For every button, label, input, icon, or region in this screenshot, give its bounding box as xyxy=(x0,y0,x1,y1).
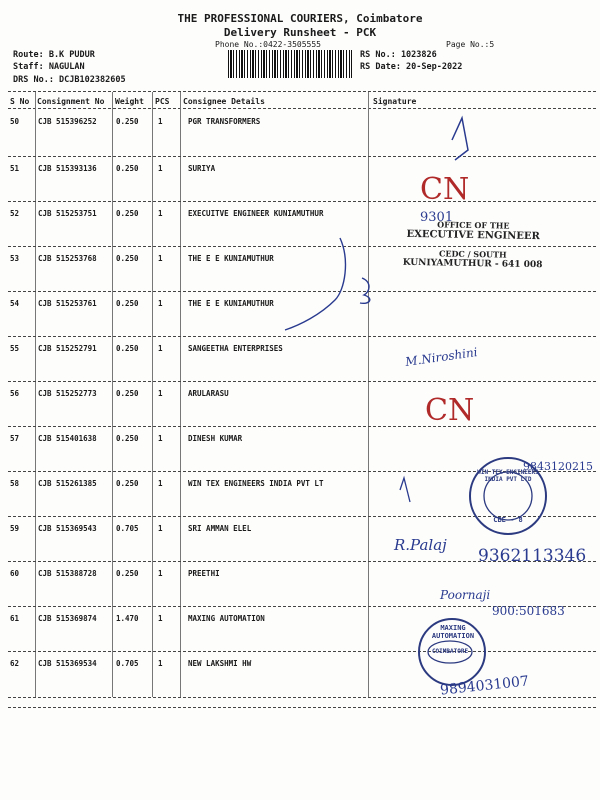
row-consignment: CJB 515369543 xyxy=(38,524,97,533)
row-consignee: SANGEETHA ENTERPRISES xyxy=(188,344,283,353)
row-consignee: SRI AMMAN ELEL xyxy=(188,524,252,533)
col-consignment: Consignment No xyxy=(37,97,105,106)
row-sno: 54 xyxy=(10,299,20,308)
row-sno: 51 xyxy=(10,164,20,173)
row-sno: 52 xyxy=(10,209,20,218)
row-pcs: 1 xyxy=(158,164,163,173)
row-consignee: THE E E KUNIAMUTHUR xyxy=(188,299,274,308)
row-consignment: CJB 515369874 xyxy=(38,614,97,623)
row-consignee: PGR TRANSFORMERS xyxy=(188,117,261,126)
row-pcs: 1 xyxy=(158,389,163,398)
wintex-stamp-city: CBE - 8 xyxy=(493,516,523,524)
ee-office-stamp xyxy=(398,219,549,271)
row-consignment: CJB 515253768 xyxy=(38,254,97,263)
drs-number: DRS No.: DCJB102382605 xyxy=(13,75,126,85)
row-weight: 0.250 xyxy=(116,569,139,578)
row-weight: 0.705 xyxy=(116,524,139,533)
row-consignee: WIN TEX ENGINEERS INDIA PVT LT xyxy=(188,479,324,488)
row-pcs: 1 xyxy=(158,659,163,668)
row-sno: 57 xyxy=(10,434,20,443)
row-consignment: CJB 515253761 xyxy=(38,299,97,308)
handwritten-phone: 9894031007 xyxy=(439,673,530,699)
stamp-line: OFFICE OF THE xyxy=(437,219,510,231)
maxing-stamp-text: MAXING AUTOMATION xyxy=(431,624,475,640)
row-consignee: THE E E KUNIAMUTHUR xyxy=(188,254,274,263)
handwritten-name: R.Palaj xyxy=(394,536,447,554)
row-weight: 0.250 xyxy=(116,299,139,308)
row-weight: 0.250 xyxy=(116,254,139,263)
col-sno: S No xyxy=(10,97,30,106)
row-pcs: 1 xyxy=(158,254,163,263)
company-title: THE PROFESSIONAL COURIERS, Coimbatore xyxy=(177,12,423,25)
stamp-line: KUNIYAMUTHUR - 641 008 xyxy=(402,257,543,271)
row-weight: 0.250 xyxy=(116,209,139,218)
stamp-line: EXECUTIVE ENGINEER xyxy=(406,228,540,243)
col-weight: Weight xyxy=(115,97,144,106)
handwritten-phone: 900:501683 xyxy=(492,604,565,618)
row-sno: 56 xyxy=(10,389,20,398)
handwritten-phone: 9843120215 xyxy=(523,460,593,473)
row-consignment: CJB 515252791 xyxy=(38,344,97,353)
row-pcs: 1 xyxy=(158,209,163,218)
row-pcs: 1 xyxy=(158,434,163,443)
row-sno: 60 xyxy=(10,569,20,578)
row-consignee: ARULARASU xyxy=(188,389,229,398)
row-consignee: PREETHI xyxy=(188,569,220,578)
row-consignee: MAXING AUTOMATION xyxy=(188,614,265,623)
route: Route: B.K PUDUR xyxy=(13,50,95,60)
phone-number: Phone No.:0422-3505555 xyxy=(215,40,321,49)
stamp-line: CEDC / SOUTH xyxy=(439,248,507,260)
row-pcs: 1 xyxy=(158,344,163,353)
rs-number: RS No.: 1023826 xyxy=(360,50,437,60)
row-pcs: 1 xyxy=(158,117,163,126)
row-weight: 0.250 xyxy=(116,344,139,353)
row-consignee: NEW LAKSHMI HW xyxy=(188,659,252,668)
row-consignment: CJB 515396252 xyxy=(38,117,97,126)
row-weight: 0.250 xyxy=(116,434,139,443)
row-consignment: CJB 515253751 xyxy=(38,209,97,218)
row-weight: 0.250 xyxy=(116,164,139,173)
row-sno: 62 xyxy=(10,659,20,668)
row-pcs: 1 xyxy=(158,524,163,533)
col-consignee: Consignee Details xyxy=(183,97,265,106)
row-sno: 55 xyxy=(10,344,20,353)
row-weight: 0.250 xyxy=(116,117,139,126)
handwritten-name: M.Niroshini xyxy=(404,345,479,369)
handwritten-sign: Poornaji xyxy=(440,588,491,602)
row-pcs: 1 xyxy=(158,299,163,308)
row-consignment: CJB 515388728 xyxy=(38,569,97,578)
handwritten-phone: 9362113346 xyxy=(478,546,587,566)
row-weight: 0.250 xyxy=(116,479,139,488)
handwritten-cn: CN xyxy=(420,172,470,207)
rs-date: RS Date: 20-Sep-2022 xyxy=(360,62,463,72)
row-consignment: CJB 515252773 xyxy=(38,389,97,398)
page-number: Page No.:5 xyxy=(446,40,495,49)
row-pcs: 1 xyxy=(158,614,163,623)
row-weight: 0.705 xyxy=(116,659,139,668)
wintex-stamp-text: WIN TEX ENGINEERS INDIA PVT LTD xyxy=(477,469,539,483)
col-pcs: PCS xyxy=(155,97,170,106)
row-consignee: DINESH KUMAR xyxy=(188,434,243,443)
handwritten-number: 9301 xyxy=(420,210,454,225)
row-pcs: 1 xyxy=(158,479,163,488)
handwritten-cn: CN xyxy=(425,393,475,428)
row-sno: 53 xyxy=(10,254,20,263)
row-sno: 61 xyxy=(10,614,20,623)
staff: Staff: NAGULAN xyxy=(13,62,85,72)
row-consignment: CJB 515261385 xyxy=(38,479,97,488)
row-sno: 58 xyxy=(10,479,20,488)
row-consignment: CJB 515393136 xyxy=(38,164,97,173)
row-pcs: 1 xyxy=(158,569,163,578)
col-signature: Signature xyxy=(373,97,417,106)
row-sno: 59 xyxy=(10,524,20,533)
row-consignment: CJB 515401638 xyxy=(38,434,97,443)
maxing-stamp-city: COIMBATORE xyxy=(431,648,469,655)
row-consignment: CJB 515369534 xyxy=(38,659,97,668)
row-weight: 0.250 xyxy=(116,389,139,398)
row-consignee: SURIYA xyxy=(188,164,216,173)
row-consignee: EXECUITVE ENGINEER KUNIAMUTHUR xyxy=(188,209,324,218)
row-sno: 50 xyxy=(10,117,20,126)
doc-title: Delivery Runsheet - PCK xyxy=(223,26,377,39)
row-weight: 1.470 xyxy=(116,614,139,623)
